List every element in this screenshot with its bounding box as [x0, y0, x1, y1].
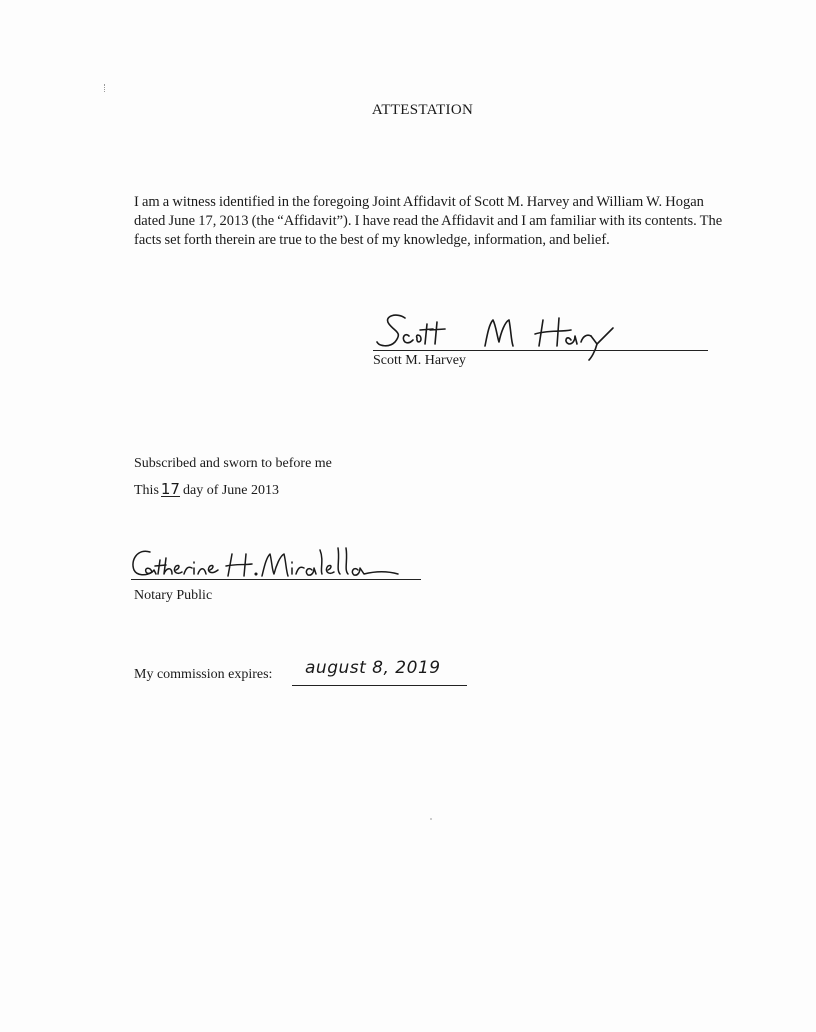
notary-signature	[128, 540, 428, 590]
commission-label: My commission expires:	[134, 667, 273, 682]
date-line	[134, 482, 279, 499]
date-prefix: This	[134, 483, 159, 498]
signatory-signature-line	[373, 350, 708, 351]
commission-expiry-line	[292, 685, 467, 686]
notary-label: Notary Public	[134, 588, 213, 603]
day-field: 17	[160, 480, 180, 498]
scan-mark	[104, 84, 107, 92]
date-suffix: day of June 2013	[182, 483, 280, 498]
signatory-name: Scott M. Harvey	[373, 353, 466, 368]
attestation-paragraph: I am a witness identified in the foregoing Joint Affidavit of Scott M. Harvey and William W. Hogan dated June 17, 2013 (the “Affidavit”). I have read the Affidavit and I am familiar with its contents. The facts set forth therein are true to the best of my knowledge, information, and belief.	[134, 194, 723, 248]
notary-signature-line	[131, 579, 421, 580]
scan-dot	[430, 818, 432, 820]
sworn-statement: Subscribed and sworn to before me	[134, 456, 332, 471]
commission-expiry-value: august 8, 2019	[305, 658, 441, 678]
document-title: ATTESTATION	[371, 102, 474, 118]
